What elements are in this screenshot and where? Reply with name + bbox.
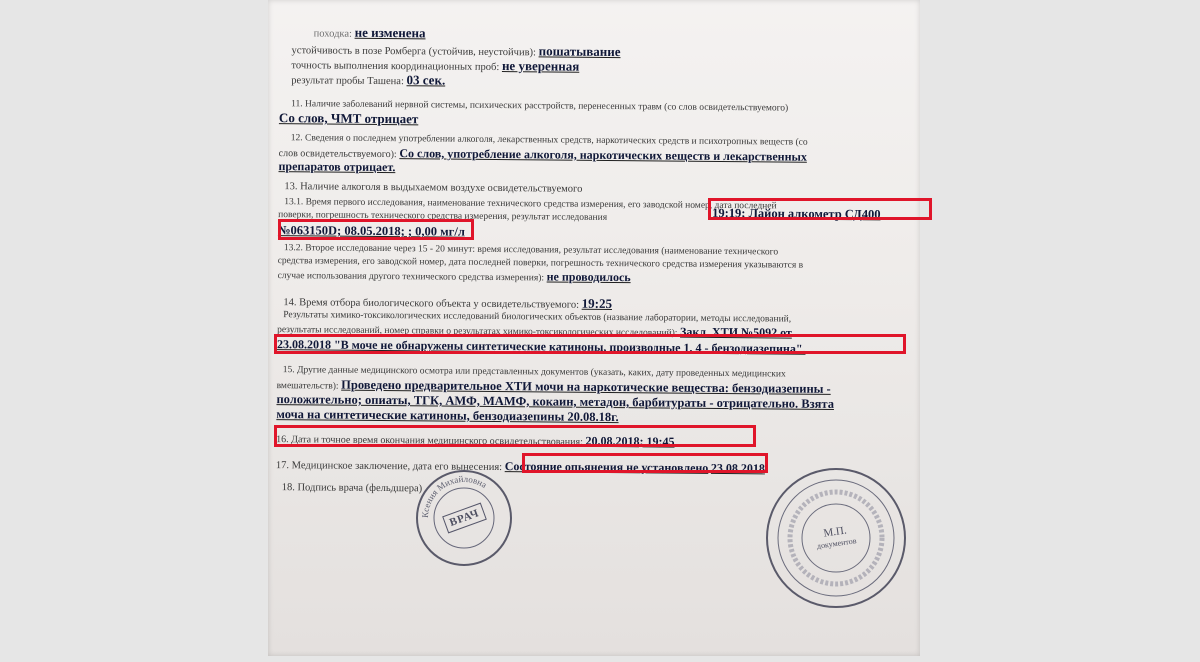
item-16-value: 20.08.2018; 19:45 <box>585 433 675 449</box>
document-page <box>268 0 920 656</box>
coordination-label: точность выполнения координационных проб: <box>291 60 500 74</box>
item-17-date: 23.08.2018 <box>710 460 766 476</box>
item-16-label: 16. Дата и точное время окончания медицинского освидетельствования: <box>276 434 583 448</box>
item-13-1-value-2: №063150D; 08.05.2018; ; 0,00 мг/л <box>277 223 465 239</box>
doctor-stamp <box>416 470 512 566</box>
item-14-results-label-2: результаты исследований, номер справки о результатах химико-токсикологических исследований): <box>277 325 678 339</box>
item-14-results-value-2: 23.08.2018 "В моче не обнаружены синтетические катиноны, производные 1, 4 - бензодиазепина". <box>276 337 806 356</box>
item-14-label: 14. Время отбора биологического объекта у освидетельствуемого: <box>283 297 580 311</box>
item-15-value-3: моча на синтетические катиноны, бензодиазепины 20.08.18г. <box>276 407 619 425</box>
item-15-label-2: вмешательств): <box>276 381 339 392</box>
doctor-stamp-ring-text: Ксения Михайловна <box>419 473 489 519</box>
item-15-value-3-wrap <box>276 408 618 425</box>
seal-center-line-1: М.П. <box>822 524 848 540</box>
romberg-label: устойчивость в позе Ромберга (устойчив, неустойчив): <box>291 45 537 59</box>
item-11-label: 11. Наличие заболеваний нервной системы, психических расстройств, перенесенных травм (со слов освидетельствуемого) <box>291 99 789 114</box>
item-13-2-label-3: случае использования другого технического средства измерения): <box>277 271 545 284</box>
item-15-value-2: положительно; опиаты, ТГК, АМФ, МАМФ, кокаин, метадон, барбитураты - отрицательно. Взята <box>276 392 835 411</box>
highlight-box-conclusion <box>522 453 768 476</box>
item-14-value: 19:25 <box>581 295 613 312</box>
item-13-2-line-3 <box>278 268 631 285</box>
gait-line <box>314 26 426 41</box>
item-17-value: Состояние опьянения не установлено <box>504 459 709 475</box>
item-13-label: 13. Наличие алкоголя в выдыхаемом воздухе освидетельствуемого <box>284 181 583 195</box>
item-13-2-value: не проводилось <box>546 269 631 285</box>
item-12-value-1: Со слов, употребление алкоголя, наркотических веществ и лекарственных <box>399 146 807 164</box>
item-14-results-label-1: Результаты химико-токсикологических исследований биологических объектов (название лаборатории, методы исследований, <box>283 310 792 325</box>
item-12-label-2: слов освидетельствуемого): <box>278 148 397 161</box>
item-11-value-line <box>279 112 418 127</box>
item-15-value-1: Проведено предварительное ХТИ мочи на наркотические вещества: бензодиазепины - <box>341 377 831 396</box>
highlight-box-serial-result <box>278 219 474 240</box>
doctor-stamp-text: ВРАЧ <box>442 503 487 534</box>
item-12-value-2: препаратов отрицает. <box>278 159 396 175</box>
item-14-results-value-1: Закл. ХТИ №5092 от <box>680 324 792 340</box>
tashen-label: результат пробы Ташена: <box>291 75 404 88</box>
romberg-value: пошатывание <box>538 43 621 60</box>
seal-center-line-2: документов <box>816 536 858 551</box>
gait-label: походка: <box>313 28 353 40</box>
item-13-1-label-1: 13.1. Время первого исследования, наименование технического средства измерения, его заводской номер, дата последней <box>284 197 777 212</box>
highlight-box-breathalyzer <box>708 198 932 220</box>
romberg-line <box>292 43 621 60</box>
item-13-2-label-1: 13.2. Второе исследование через 15 - 20 минут: время исследования, результат исследования (наименование технического <box>283 243 779 258</box>
organization-seal <box>766 468 906 608</box>
item-15-label-1: 15. Другие данные медицинского осмотра или представленных документов (указать, каких, дату проведенных медицинских <box>282 365 786 380</box>
item-12-line-3 <box>278 160 395 175</box>
highlight-box-lab-result <box>274 334 906 354</box>
tashen-value: 03 сек. <box>406 72 446 88</box>
item-17-label: 17. Медицинское заключение, дата его вынесения: <box>275 460 503 474</box>
gait-value: не изменена <box>354 24 426 41</box>
tashen-line <box>291 73 445 88</box>
item-13-2-label-2: средства измерения, его заводской номер, дата последней поверки, погрешность технического средства измерения указываются в <box>277 256 804 271</box>
item-13-1-label-2: поверки, погрешность технического средства измерения, результат исследования <box>278 210 608 223</box>
item-13-1-value-1: 19:19; Лайон алкометр СД400 <box>712 205 881 222</box>
item-11-value: Со слов, ЧМТ отрицает <box>278 110 419 127</box>
item-18-label: 18. Подпись врача (фельдшера) <box>281 482 423 495</box>
highlight-box-end-time <box>274 425 756 447</box>
coordination-value: не уверенная <box>501 58 580 74</box>
item-12-label-1: 12. Сведения о последнем употреблении алкоголя, лекарственных средств, наркотических средств и психотропных веществ (со <box>290 133 808 148</box>
